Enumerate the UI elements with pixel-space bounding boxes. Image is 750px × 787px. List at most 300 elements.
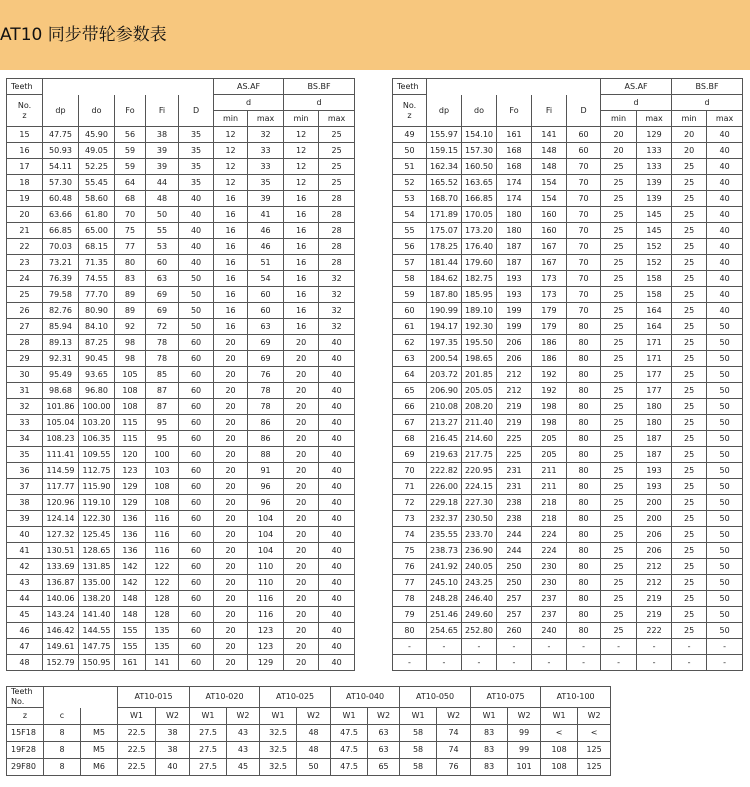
table-cell: 25	[672, 367, 707, 383]
as-af-header: AS.AF	[214, 79, 284, 95]
table-cell: 139	[637, 175, 672, 191]
table-cell: 68.15	[79, 239, 115, 255]
table-row	[393, 255, 743, 271]
table-cell: 205	[532, 431, 567, 447]
table-cell: 229.18	[427, 495, 462, 511]
table-row	[7, 742, 611, 759]
table-cell: 35	[179, 175, 214, 191]
table-cell: -	[497, 655, 532, 671]
table-cell: -	[707, 655, 743, 671]
table-cell: 187	[497, 255, 532, 271]
table-cell: 44	[7, 591, 43, 607]
table-cell: 20	[284, 591, 319, 607]
table-cell: 32	[319, 319, 355, 335]
table-cell: 25	[672, 575, 707, 591]
table-cell: 60	[179, 543, 214, 559]
table-cell: 25	[672, 415, 707, 431]
table-cell: 25	[601, 559, 637, 575]
fi-header: Fi	[532, 95, 567, 127]
table-cell: 116	[146, 511, 179, 527]
table-row	[393, 335, 743, 351]
table-cell: 174	[497, 191, 532, 207]
table-cell: 182.75	[462, 271, 497, 287]
header-banner	[0, 0, 750, 70]
table-cell: 25	[601, 223, 637, 239]
max-header: max	[637, 111, 672, 127]
table-row	[393, 383, 743, 399]
table-cell: 87	[146, 399, 179, 415]
max-header: max	[248, 111, 284, 127]
table-cell: 40	[319, 351, 355, 367]
table-cell: 50.93	[43, 143, 79, 159]
table-cell: 61.80	[79, 207, 115, 223]
table-cell: 60	[179, 447, 214, 463]
header-blank	[44, 687, 118, 708]
table-cell: 231	[497, 463, 532, 479]
table-cell: 25	[672, 239, 707, 255]
table-cell: 154.10	[462, 127, 497, 143]
table-cell: 25	[601, 511, 637, 527]
table-cell: 108	[541, 742, 578, 759]
table-row	[393, 367, 743, 383]
table-cell: 28	[319, 191, 355, 207]
table-row	[7, 143, 355, 159]
table-cell: 136	[115, 527, 146, 543]
table-cell: 23	[7, 255, 43, 271]
fo-header: Fo	[115, 95, 146, 127]
table-cell: 80	[567, 527, 601, 543]
table-cell: 123	[248, 639, 284, 655]
table-cell: 108.23	[43, 431, 79, 447]
table-cell: 60	[567, 127, 601, 143]
table-cell: 219	[637, 591, 672, 607]
table-cell: 127.32	[43, 527, 79, 543]
table-cell: 66	[393, 399, 427, 415]
table-cell: 25	[672, 511, 707, 527]
table-cell: 25	[672, 495, 707, 511]
table-cell: 69	[146, 303, 179, 319]
table-cell: 145	[637, 207, 672, 223]
table-cell: 93.65	[79, 367, 115, 383]
table-cell: 109.55	[79, 447, 115, 463]
table-cell: 189.10	[462, 303, 497, 319]
table-cell: 218	[532, 495, 567, 511]
table-cell: 120	[115, 447, 146, 463]
table-cell: 25	[601, 543, 637, 559]
page-title: AT10 同步带轮参数表	[0, 25, 167, 45]
table-cell: 40	[319, 559, 355, 575]
table-cell: 142	[115, 559, 146, 575]
table-cell: 166.85	[462, 191, 497, 207]
table-cell: 70.03	[43, 239, 79, 255]
table-cell: 219.63	[427, 447, 462, 463]
table-cell: 187	[637, 447, 672, 463]
table-cell: 40	[156, 759, 190, 776]
table-cell: 64	[115, 175, 146, 191]
table-cell: M5	[81, 725, 118, 742]
table-row	[393, 607, 743, 623]
table-cell: 80	[567, 543, 601, 559]
table-cell: 192.30	[462, 319, 497, 335]
table-row	[7, 191, 355, 207]
table-row	[7, 639, 355, 655]
table-cell: 45.90	[79, 127, 115, 143]
table-cell: 141	[146, 655, 179, 671]
table-cell: 25	[601, 463, 637, 479]
table-row	[393, 479, 743, 495]
table-row	[7, 127, 355, 143]
table-cell: 50	[179, 303, 214, 319]
table-cell: 72	[146, 319, 179, 335]
table-cell: 104	[248, 527, 284, 543]
table-cell: 59	[115, 159, 146, 175]
table-cell: 16	[214, 207, 248, 223]
table-cell: 135	[146, 639, 179, 655]
table-cell: 12	[284, 143, 319, 159]
table-cell: 57.30	[43, 175, 79, 191]
table-row	[393, 431, 743, 447]
table-cell: 105	[115, 367, 146, 383]
table-cell: 95.49	[43, 367, 79, 383]
table-cell: 27	[7, 319, 43, 335]
table-row	[393, 591, 743, 607]
table-cell: 25	[672, 559, 707, 575]
table-cell: 60	[248, 287, 284, 303]
table-cell: 136	[115, 543, 146, 559]
table-row	[7, 527, 355, 543]
table-cell: 212	[637, 559, 672, 575]
table-cell: -	[393, 639, 427, 655]
table-cell: 195.50	[462, 335, 497, 351]
table-cell: 50	[297, 759, 331, 776]
table-cell: 226.00	[427, 479, 462, 495]
table-cell: M6	[81, 759, 118, 776]
table-cell: 25	[672, 271, 707, 287]
table-cell: 40	[319, 511, 355, 527]
table-cell: 83	[471, 742, 508, 759]
table-cell: 25	[601, 575, 637, 591]
table-cell: 91	[248, 463, 284, 479]
table-cell: 63.66	[43, 207, 79, 223]
table-cell: 25	[672, 255, 707, 271]
table-row	[7, 399, 355, 415]
table-cell: 25	[319, 143, 355, 159]
table-cell: 12	[214, 159, 248, 175]
table-cell: 16	[214, 255, 248, 271]
table-cell: 19	[7, 191, 43, 207]
d-header: d	[214, 95, 284, 111]
table-cell: 19F28	[7, 742, 44, 759]
table-cell: 47.75	[43, 127, 79, 143]
table-cell: 20	[214, 335, 248, 351]
table-cell: 60	[179, 415, 214, 431]
table-cell: 149.61	[43, 639, 79, 655]
table-cell: 76.39	[43, 271, 79, 287]
params-table-left	[6, 78, 355, 671]
table-row	[7, 207, 355, 223]
table-cell: 63	[146, 271, 179, 287]
table-body-left	[7, 79, 355, 671]
table-cell: 251.46	[427, 607, 462, 623]
table-cell: 60	[179, 367, 214, 383]
table-cell: 53	[393, 191, 427, 207]
table-row	[393, 159, 743, 175]
table-cell: 25	[7, 287, 43, 303]
table-row	[7, 335, 355, 351]
table-row	[7, 303, 355, 319]
table-cell: 238	[497, 511, 532, 527]
table-cell: 35	[179, 159, 214, 175]
table-cell: 48	[146, 191, 179, 207]
table-cell: 248.28	[427, 591, 462, 607]
table-cell: -	[672, 639, 707, 655]
table-cell: 98.68	[43, 383, 79, 399]
table-cell: -	[637, 655, 672, 671]
table-row	[393, 175, 743, 191]
table-cell: 78	[248, 399, 284, 415]
table-cell: 89	[115, 303, 146, 319]
table-cell: <	[578, 725, 611, 742]
table-cell: 63	[368, 742, 400, 759]
table-cell: 50	[707, 527, 743, 543]
table-row	[7, 759, 611, 776]
table-cell: 20	[284, 415, 319, 431]
table-row	[393, 559, 743, 575]
table-cell: -	[532, 639, 567, 655]
table-cell: 160	[532, 207, 567, 223]
table-cell: 141.40	[79, 607, 115, 623]
table-row	[393, 639, 743, 655]
table-cell: 51	[248, 255, 284, 271]
table-row	[393, 287, 743, 303]
table-cell: 219	[497, 415, 532, 431]
table-cell: 20	[214, 543, 248, 559]
table-cell: 184.62	[427, 271, 462, 287]
table-cell: 36	[7, 463, 43, 479]
table-cell: 238	[497, 495, 532, 511]
table-cell: 20	[214, 527, 248, 543]
group-header: AT10-015	[118, 687, 190, 708]
table-cell: 80	[567, 511, 601, 527]
table-cell: 141	[532, 127, 567, 143]
table-cell: 58	[400, 759, 437, 776]
table-cell: 70	[567, 191, 601, 207]
table-row	[393, 143, 743, 159]
params-table-right	[392, 78, 743, 671]
table-cell: 222.82	[427, 463, 462, 479]
table-cell: 32.5	[260, 759, 297, 776]
table-cell: 110	[248, 575, 284, 591]
w1-header: W1	[118, 708, 156, 725]
width-table-body	[7, 687, 611, 776]
table-cell: 68	[115, 191, 146, 207]
table-row	[393, 303, 743, 319]
table-cell: 211	[532, 479, 567, 495]
table-cell: 58	[393, 271, 427, 287]
table-cell: 148	[532, 159, 567, 175]
table-cell: 16	[284, 255, 319, 271]
min-header: min	[672, 111, 707, 127]
table-cell: 78	[146, 335, 179, 351]
table-cell: 241.92	[427, 559, 462, 575]
table-row	[7, 431, 355, 447]
width-table	[6, 686, 611, 776]
table-cell: 158	[637, 287, 672, 303]
table-cell: 40	[319, 415, 355, 431]
table-cell: 80	[567, 463, 601, 479]
table-cell: 205	[532, 447, 567, 463]
table-cell: 25	[672, 607, 707, 623]
table-cell: 40	[319, 479, 355, 495]
table-row	[7, 383, 355, 399]
table-cell: 249.60	[462, 607, 497, 623]
table-cell: 40	[319, 527, 355, 543]
table-cell: 40	[319, 335, 355, 351]
table-cell: 80	[567, 383, 601, 399]
table-cell: 88	[248, 447, 284, 463]
table-cell: 115.90	[79, 479, 115, 495]
table-cell: 124.14	[43, 511, 79, 527]
table-cell: 230	[532, 559, 567, 575]
table-cell: 199	[497, 319, 532, 335]
table-cell: 129	[248, 655, 284, 671]
table-cell: -	[707, 639, 743, 655]
table-cell: 173	[532, 287, 567, 303]
table-cell: 212	[497, 383, 532, 399]
table-cell: 80	[567, 559, 601, 575]
w2-header: W2	[437, 708, 471, 725]
table-cell: 257	[497, 591, 532, 607]
table-cell: 20	[214, 415, 248, 431]
table-cell: 20	[214, 383, 248, 399]
table-cell: 16	[214, 303, 248, 319]
table-cell: 25	[319, 127, 355, 143]
table-cell: 123	[248, 623, 284, 639]
table-cell: 62	[393, 335, 427, 351]
table-row	[393, 127, 743, 143]
table-cell: 25	[672, 447, 707, 463]
table-cell: 25	[672, 543, 707, 559]
table-cell: -	[427, 639, 462, 655]
table-cell: 164	[637, 319, 672, 335]
table-cell: 131.85	[79, 559, 115, 575]
table-cell: 235.55	[427, 527, 462, 543]
table-cell: 60	[179, 383, 214, 399]
teeth-header: Teeth	[7, 79, 43, 95]
table-cell: 43	[227, 742, 260, 759]
c-header: c	[44, 708, 81, 725]
table-cell: 73	[393, 511, 427, 527]
table-cell: 154	[532, 191, 567, 207]
table-cell: 230	[532, 575, 567, 591]
dp-header: dp	[43, 95, 79, 127]
table-cell: 77	[115, 239, 146, 255]
table-cell: 16	[214, 191, 248, 207]
table-cell: 60	[179, 575, 214, 591]
table-cell: 206	[637, 527, 672, 543]
table-cell: 41	[248, 207, 284, 223]
no-z-header: No. z	[7, 95, 43, 127]
table-cell: 50	[707, 495, 743, 511]
table-cell: 43	[227, 725, 260, 742]
table-cell: 40	[319, 431, 355, 447]
min-header: min	[601, 111, 637, 127]
table-cell: 56	[393, 239, 427, 255]
table-cell: 79	[393, 607, 427, 623]
table-cell: 25	[672, 463, 707, 479]
table-cell: 168.70	[427, 191, 462, 207]
w2-header: W2	[368, 708, 400, 725]
table-cell: 199	[497, 303, 532, 319]
table-cell: 104	[248, 543, 284, 559]
table-cell: 186	[532, 351, 567, 367]
table-cell: 185.95	[462, 287, 497, 303]
table-cell: 40	[707, 271, 743, 287]
table-cell: 136	[115, 511, 146, 527]
table-cell: 135.00	[79, 575, 115, 591]
table-cell: 108	[115, 383, 146, 399]
table-cell: 147.75	[79, 639, 115, 655]
table-row	[393, 399, 743, 415]
table-cell: 177	[637, 383, 672, 399]
table-cell: 40	[319, 543, 355, 559]
table-cell: 25	[672, 303, 707, 319]
table-cell: 125.45	[79, 527, 115, 543]
table-cell: 20	[284, 463, 319, 479]
w2-header: W2	[227, 708, 260, 725]
table-cell: 25	[601, 415, 637, 431]
table-cell: 72	[393, 495, 427, 511]
table-cell: 40	[319, 367, 355, 383]
table-cell: 250	[497, 575, 532, 591]
table-row	[7, 319, 355, 335]
bs-bf-header: BS.BF	[672, 79, 743, 95]
table-cell: 80	[567, 575, 601, 591]
table-cell: 78	[248, 383, 284, 399]
table-cell: 58	[400, 742, 437, 759]
table-cell: 40	[179, 191, 214, 207]
table-cell: 25	[672, 527, 707, 543]
table-cell: 236.90	[462, 543, 497, 559]
table-cell: 25	[601, 159, 637, 175]
table-cell: 40	[707, 223, 743, 239]
table-cell: 79.58	[43, 287, 79, 303]
table-cell: 154	[532, 175, 567, 191]
table-cell: 16	[284, 319, 319, 335]
table-cell: 214.60	[462, 431, 497, 447]
table-cell: 129	[115, 495, 146, 511]
table-cell: 128	[146, 591, 179, 607]
table-cell: 25	[601, 607, 637, 623]
table-cell: 51	[393, 159, 427, 175]
table-cell: 39	[146, 143, 179, 159]
table-cell: 16	[284, 239, 319, 255]
table-cell: 70	[567, 175, 601, 191]
table-cell: 139	[637, 191, 672, 207]
table-cell: 106.35	[79, 431, 115, 447]
table-cell: 16	[284, 223, 319, 239]
table-cell: 87.25	[79, 335, 115, 351]
table-cell: 187.80	[427, 287, 462, 303]
w2-header: W2	[156, 708, 190, 725]
table-cell: 198.65	[462, 351, 497, 367]
table-cell: 80	[567, 415, 601, 431]
table-cell: 20	[284, 335, 319, 351]
table-cell: 50	[707, 431, 743, 447]
table-cell: 83	[115, 271, 146, 287]
table-cell: 20	[214, 367, 248, 383]
table-cell: 170.05	[462, 207, 497, 223]
